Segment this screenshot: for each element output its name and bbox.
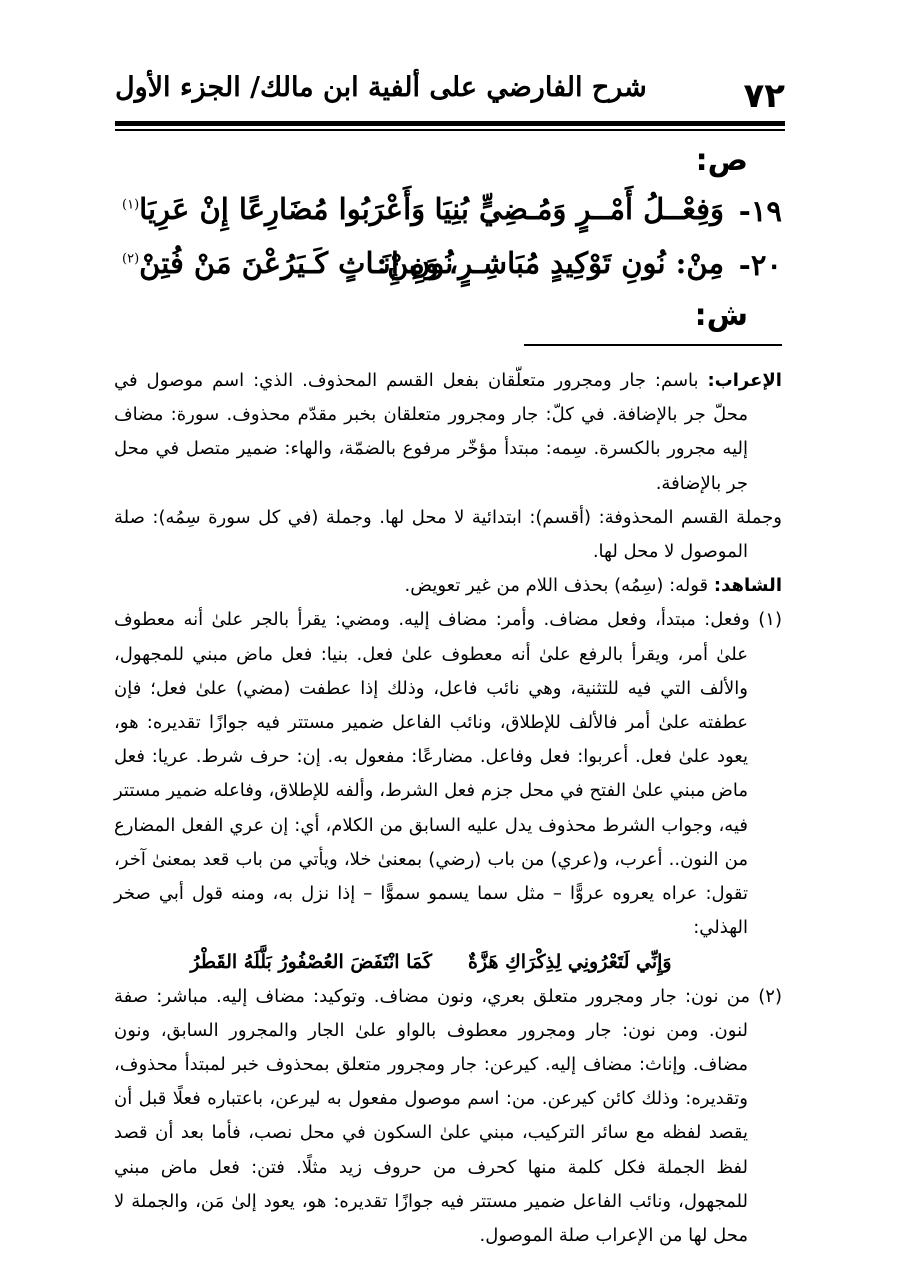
i3rab-lead: الإعراب: (707, 370, 782, 391)
page-header (115, 62, 785, 120)
jumla-paragraph (114, 501, 782, 569)
footnote-1-text: وفعل: مبتدأ، وفعل مضاف. وأمر: مضاف إليه. ومضي: يقرأ بالجر علىٰ أنه معطوف علىٰ أمر، ويقرأ بالرفع علىٰ أنه معطوف علىٰ فعل. بنيا: فعل ماض مبني للمجهول، والألف التي فيه للتثنية، وهي نائب فاعل، وذلك إذا عطفت (مضي) علىٰ فعل؛ فإن عطفته علىٰ أمر فالألف للإطلاق، ونائب الفاعل ضمير مستتر فيه جوازًا تقديره: هو، يعود علىٰ فعل. أعربوا: فعل وفاعل. مضارعًا: مفعول به. إن: حرف شرط. عريا: فعل ماض مبني علىٰ الفتح في محل جزم فعل الشرط، وألفه للإطلاق، وفاعله ضمير مستتر فيه، وجواب الشرط محذوف يدل عليه السابق من الكلام، أي: إن عري الفعل المضارع من النون.. أعرب، و(عري) من باب (رضي) بمعنىٰ خلا، ويأتي من باب قعد بمعنىٰ آخر، تقول: عراه يعروه عروًّا – مثل سما يسمو سموًّا – إذا نزل به، ومنه قول أبي صخر الهذلي: (114, 609, 750, 939)
page-number: ٧٢ (743, 76, 785, 116)
verse-19 (122, 192, 782, 244)
verse-hemistich-right: وَفِعْــلُ أَمْــرٍ وَمُـضِيٍّ بُنِيَا (434, 192, 724, 226)
matn-label: ص: (695, 143, 748, 178)
footnote-ref-2[interactable]: (٢) (122, 251, 140, 267)
shahid-text: قوله: (سِمُه) بحذف اللام من غير تعويض. (404, 575, 709, 597)
footnote-ref-1[interactable]: (١) (122, 197, 140, 213)
i3rab-paragraph (114, 364, 782, 501)
verse-hemistich-left-text: وَأَعْرَبُوا مُضَارِعًا إِنْ عَرِيَا (139, 192, 426, 226)
shahid-paragraph (114, 569, 782, 603)
footnote-2-text: من نون: جار ومجرور متعلق بعري، ونون مضاف. وتوكيد: مضاف إليه. مباشر: صفة لنون. ومن نون: جار ومجرور معطوف بالواو علىٰ الجار والمجرور السابق، ونون مضاف. وإناث: مضاف إليه. كيرعن: جار ومجرور متعلق بمحذوف خبر لمبتدأ محذوف، وتقديره: وذلك كائن كيرعن. من: اسم موصول مفعول به ليرعن، باعتباره فعلًا قبل أن يقصد لفظه مع سائر التركيب، مبني علىٰ السكون في محل نصب، فأما بعد أن قصد لفظ الجملة فكل كلمة منها كحرف من حروف زيد مثلًا. فتن: فعل ماض مبني للمجهول، ونائب الفاعل ضمير مستتر فيه جوازًا تقديره: هو، يعود إلىٰ مَن، والجملة لا محل لها من الإعراب صلة الموصول. (114, 985, 751, 1247)
footnote-1-marker: (١) (758, 609, 782, 631)
shahid-lead: الشاهد: (713, 575, 782, 597)
poem-line (114, 945, 782, 979)
header-rule-thick (115, 121, 785, 126)
footnotes-section (114, 364, 782, 1253)
poem-hemistich-right: وَإِنِّي لَتَعْرُونِي لِذِكْرَاكِ هَزَّةٌ (468, 951, 672, 974)
verse-hemistich-left (122, 246, 453, 280)
verse-number: ٢٠- (738, 248, 782, 282)
footnote-1 (114, 603, 782, 945)
verse-hemistich-right: مِنْ: نُونِ تَوْكِيدٍ مُبَاشِـرٍ، وَمِنْ: (376, 246, 724, 280)
verse-hemistich-left-text: نُونِ إِنَـاثٍ كَـيَرُعْنَ مَنْ فُتِنْ (139, 246, 454, 280)
footnote-2-marker: (٢) (758, 985, 782, 1007)
verse-hemistich-left (122, 192, 425, 226)
poem-hemistich-left: كَمَا انْتَفَضَ العُصْفُورُ بَلَّلَهُ القَطْرُ (190, 951, 432, 974)
verse-number: ١٩- (738, 194, 782, 228)
sharh-label: ش: (694, 298, 748, 333)
i3rab-text: باسم: جار ومجرور متعلّقان بفعل القسم المحذوف. الذي: اسم موصول في محلّ جر بالإضافة. في كلّ: جار ومجرور متعلقان بخبر مقدّم محذوف. سورة: مضاف إليه مجرور بالكسرة. سِمه: مبتدأ مؤخّر مرفوع بالضمّة، والهاء: ضمير متصل في محل جر بالإضافة. (114, 370, 748, 494)
footnote-separator (524, 344, 782, 346)
jumla-text: وجملة القسم المحذوفة: (أقسم): ابتدائية لا محل لها. وجملة (في كل سورة سِمُه): صلة الموصول لا محل لها. (114, 506, 782, 563)
running-title: شرح الفارضي على ألفية ابن مالك/ الجزء الأول (115, 72, 647, 103)
header-rule-thin (115, 129, 785, 131)
verse-20 (122, 246, 782, 298)
footnote-2 (114, 980, 782, 1254)
